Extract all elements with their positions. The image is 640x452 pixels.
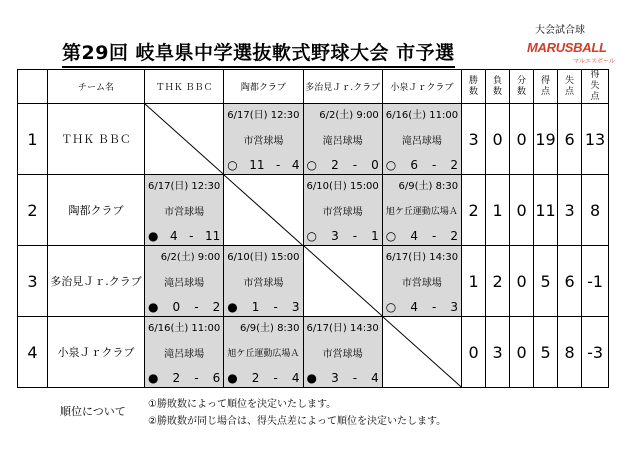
stat-value xyxy=(582,246,609,317)
game-info xyxy=(383,104,461,174)
score-dash: - xyxy=(352,158,358,172)
score-own: 0 xyxy=(172,300,181,314)
stat-value-text: 8 xyxy=(564,342,575,362)
score-opponent: 2 xyxy=(212,300,221,314)
opponent-header-text: 小泉Ｊｒクラブ xyxy=(390,83,454,93)
stat-value-text: 8 xyxy=(589,200,601,220)
score-opponent: 0 xyxy=(371,158,379,172)
game-date: 6/17(日) 12:30 xyxy=(227,110,300,121)
game-cell xyxy=(145,317,224,388)
team-name-text: ＴＨＫ ＢＢＣ xyxy=(61,133,131,146)
team-name xyxy=(48,175,145,246)
score-own: 2 xyxy=(331,158,339,172)
stat-value-text: 6 xyxy=(564,271,575,291)
game-cell xyxy=(145,175,224,246)
score-dash: - xyxy=(432,229,437,243)
team-row xyxy=(18,104,609,175)
marusball-logo xyxy=(527,40,617,66)
stat-value xyxy=(486,104,510,175)
game-venue: 市営球場 xyxy=(243,136,284,147)
stat-value xyxy=(582,104,609,175)
game-date: 6/10(日) 15:00 xyxy=(306,181,379,192)
score-dash: - xyxy=(194,371,199,385)
game-score xyxy=(227,300,299,314)
stat-header-text: 得失点 xyxy=(590,70,600,102)
stat-header xyxy=(558,70,582,104)
score-own: 4 xyxy=(410,229,418,243)
team-name-text: 小泉Ｊｒクラブ xyxy=(57,346,135,359)
stat-value-text: 13 xyxy=(584,129,606,149)
stat-value xyxy=(534,246,558,317)
result-mark: ● xyxy=(148,229,159,243)
game-info xyxy=(383,175,461,245)
stat-value xyxy=(510,246,534,317)
opponent-header-text: 多治見Ｊｒ.クラブ xyxy=(305,83,381,93)
game-info xyxy=(145,175,223,245)
game-venue: 市営球場 xyxy=(401,278,442,289)
game-date: 6/16(土) 11:00 xyxy=(385,110,459,121)
stat-value-text: 3 xyxy=(468,129,479,149)
game-date: 6/9(土) 8:30 xyxy=(240,323,300,334)
opponent-header xyxy=(224,70,303,104)
opponent-header xyxy=(145,70,224,104)
stat-value xyxy=(510,175,534,246)
stat-value xyxy=(558,317,582,388)
game-score xyxy=(227,371,299,385)
game-cell xyxy=(145,246,224,317)
row-number-text: 4 xyxy=(27,342,38,362)
result-mark: ● xyxy=(227,371,238,385)
opponent-header-text: ＴＨＫ ＢＢＣ xyxy=(155,83,213,93)
stat-value xyxy=(510,104,534,175)
stat-value-text: -1 xyxy=(587,271,604,291)
stat-value-text: 2 xyxy=(492,271,503,291)
score-opponent: 6 xyxy=(212,371,221,385)
stat-value xyxy=(486,175,510,246)
score-own: 2 xyxy=(172,371,181,385)
stat-value-text: 0 xyxy=(516,342,527,362)
score-opponent: 3 xyxy=(450,300,459,314)
game-info xyxy=(304,175,382,245)
stat-value-text: 19 xyxy=(535,129,556,149)
stat-value xyxy=(462,246,486,317)
game-info xyxy=(145,317,223,387)
official-ball-label: 大会試合球 xyxy=(535,25,585,36)
score-own: 6 xyxy=(410,158,418,172)
game-date: 6/9(土) 8:30 xyxy=(398,181,459,192)
self-match-cell xyxy=(145,104,224,175)
game-info xyxy=(224,104,302,174)
stat-value-text: 6 xyxy=(564,129,575,149)
stat-header xyxy=(582,70,609,104)
score-dash: - xyxy=(273,300,278,314)
game-cell xyxy=(224,246,303,317)
stat-value xyxy=(510,317,534,388)
row-number xyxy=(18,175,48,246)
result-mark: ● xyxy=(148,300,159,314)
result-mark: ● xyxy=(306,371,318,385)
game-cell xyxy=(224,104,303,175)
stat-value xyxy=(462,104,486,175)
stat-value xyxy=(558,104,582,175)
stat-header-text: 得点 xyxy=(541,75,551,97)
result-mark: ○ xyxy=(385,229,397,243)
score-own: 2 xyxy=(251,371,260,385)
game-date: 6/10(日) 15:00 xyxy=(227,252,300,263)
score-dash: - xyxy=(189,229,194,243)
game-info xyxy=(383,246,461,316)
self-match-cell xyxy=(303,246,382,317)
score-opponent: 3 xyxy=(291,300,300,314)
row-number-text: 2 xyxy=(27,200,38,220)
game-venue: 市営球場 xyxy=(243,278,284,289)
result-mark: ○ xyxy=(227,158,238,172)
result-mark: ● xyxy=(148,371,159,385)
stat-value xyxy=(486,246,510,317)
game-score xyxy=(386,229,458,243)
game-date: 6/17(日) 12:30 xyxy=(148,181,221,192)
game-venue: 滝呂球場 xyxy=(164,278,205,289)
stat-value-text: 0 xyxy=(516,271,527,291)
diagonal-line xyxy=(145,104,223,174)
stat-value-text: 2 xyxy=(468,200,479,220)
diagonal-line xyxy=(304,246,382,316)
logo-subtext: マルエスボール xyxy=(573,58,615,65)
row-number xyxy=(18,104,48,175)
bracket-table xyxy=(17,69,609,388)
self-match-cell xyxy=(224,175,303,246)
game-venue: 旭ケ丘運動広場Ａ xyxy=(227,349,300,359)
stat-header-text: 分数 xyxy=(517,75,527,97)
game-score xyxy=(386,158,458,172)
stat-value-text: 0 xyxy=(468,342,479,362)
opponent-header xyxy=(303,70,382,104)
ranking-note-label: 順位について xyxy=(60,405,126,418)
stat-value-text: 0 xyxy=(492,129,503,149)
score-opponent: 2 xyxy=(450,158,459,172)
game-date: 6/17(日) 14:30 xyxy=(385,252,459,263)
score-dash: - xyxy=(273,371,278,385)
stat-header xyxy=(486,70,510,104)
opponent-header xyxy=(382,70,461,104)
game-date: 6/16(土) 11:00 xyxy=(148,323,221,334)
score-dash: - xyxy=(352,371,358,385)
score-dash: - xyxy=(276,158,281,172)
stat-value xyxy=(534,175,558,246)
game-venue: 滝呂球場 xyxy=(164,349,205,360)
stat-value-text: 0 xyxy=(516,200,527,220)
diagonal-line xyxy=(224,175,302,245)
game-venue: 滝呂球場 xyxy=(322,136,363,147)
score-own: 3 xyxy=(331,371,339,385)
game-score xyxy=(307,371,379,385)
row-number xyxy=(18,317,48,388)
score-own: 11 xyxy=(249,158,265,172)
game-venue: 旭ケ丘運動広場Ａ xyxy=(385,207,458,217)
opponent-header-text: 陶都クラブ xyxy=(240,83,286,93)
row-number xyxy=(18,246,48,317)
game-cell xyxy=(303,317,382,388)
team-row xyxy=(18,317,609,388)
stat-value-text: 1 xyxy=(468,271,479,291)
team-name-text: 陶都クラブ xyxy=(68,204,124,217)
game-date: 6/2(土) 9:00 xyxy=(319,110,379,121)
score-dash: - xyxy=(194,300,199,314)
row-number-text: 1 xyxy=(27,129,38,149)
result-mark: ○ xyxy=(385,300,397,314)
stat-value xyxy=(462,175,486,246)
game-venue: 市営球場 xyxy=(322,207,363,218)
stat-header-text: 勝数 xyxy=(469,75,479,97)
score-dash: - xyxy=(432,158,437,172)
logo-text: MARUSBALL xyxy=(527,40,607,55)
stat-header xyxy=(462,70,486,104)
self-match-cell xyxy=(382,317,461,388)
score-own: 4 xyxy=(169,229,178,243)
stat-value xyxy=(558,246,582,317)
game-cell xyxy=(382,104,461,175)
score-opponent: 11 xyxy=(204,229,221,243)
team-name xyxy=(48,246,145,317)
game-score xyxy=(307,229,379,243)
game-score xyxy=(227,158,299,172)
stat-value xyxy=(582,317,609,388)
result-mark: ○ xyxy=(385,158,397,172)
team-col-header-text: チーム名 xyxy=(77,83,114,93)
team-name xyxy=(48,104,145,175)
game-cell xyxy=(303,175,382,246)
game-venue: 市営球場 xyxy=(164,207,205,218)
game-score xyxy=(386,300,458,314)
score-dash: - xyxy=(352,229,358,243)
game-venue: 滝呂球場 xyxy=(401,136,442,147)
game-date: 6/17(日) 14:30 xyxy=(306,323,379,334)
stat-value xyxy=(462,317,486,388)
game-cell xyxy=(303,104,382,175)
result-mark: ● xyxy=(227,300,238,314)
stat-value-text: 5 xyxy=(540,342,551,362)
stat-value-text: 5 xyxy=(540,271,551,291)
game-cell xyxy=(382,246,461,317)
game-venue: 市営球場 xyxy=(322,349,363,360)
game-score xyxy=(148,371,220,385)
stat-header-text: 負数 xyxy=(493,75,503,97)
row-number-text: 3 xyxy=(27,271,38,291)
game-score xyxy=(148,229,220,243)
game-cell xyxy=(224,317,303,388)
result-mark: ○ xyxy=(306,158,318,172)
score-opponent: 1 xyxy=(371,229,379,243)
team-row xyxy=(18,175,609,246)
ranking-rule-2: ②勝敗数が同じ場合は、得失点差によって順位を決定いたします。 xyxy=(148,416,447,427)
score-own: 4 xyxy=(410,300,418,314)
stat-value-text: 11 xyxy=(535,200,556,220)
stat-value xyxy=(558,175,582,246)
game-info xyxy=(224,246,302,316)
game-info xyxy=(304,104,382,174)
stat-value-text: 3 xyxy=(492,342,503,362)
ranking-rule-1: ①勝敗数によって順位を決定いたします。 xyxy=(148,399,337,410)
score-opponent: 2 xyxy=(450,229,459,243)
header-row xyxy=(18,70,609,104)
stat-value-text: -3 xyxy=(587,342,604,362)
game-score xyxy=(307,158,379,172)
stat-value xyxy=(486,317,510,388)
game-cell xyxy=(382,175,461,246)
game-info xyxy=(304,317,382,387)
game-date: 6/2(土) 9:00 xyxy=(160,252,221,263)
stat-header-text: 失点 xyxy=(565,75,575,97)
team-name xyxy=(48,317,145,388)
stat-value-text: 0 xyxy=(516,129,527,149)
stat-value xyxy=(534,104,558,175)
stat-value-text: 1 xyxy=(492,200,503,220)
score-dash: - xyxy=(432,300,437,314)
team-name-text: 多治見Ｊｒ.クラブ xyxy=(50,275,142,288)
stat-header xyxy=(510,70,534,104)
page-title: 第29回 岐阜県中学選抜軟式野球大会 市予選 xyxy=(62,38,455,68)
team-col-header xyxy=(48,70,145,104)
diagonal-line xyxy=(383,317,461,387)
score-own: 1 xyxy=(251,300,260,314)
score-own: 3 xyxy=(331,229,339,243)
score-opponent: 4 xyxy=(291,158,300,172)
stat-value xyxy=(534,317,558,388)
score-opponent: 4 xyxy=(371,371,379,385)
result-mark: ○ xyxy=(306,229,318,243)
stat-header xyxy=(534,70,558,104)
corner-cell xyxy=(18,70,48,104)
stat-value-text: 3 xyxy=(564,200,575,220)
stat-value xyxy=(582,175,609,246)
game-info xyxy=(224,317,302,387)
game-info xyxy=(145,246,223,316)
score-opponent: 4 xyxy=(291,371,300,385)
team-row xyxy=(18,246,609,317)
game-score xyxy=(148,300,220,314)
